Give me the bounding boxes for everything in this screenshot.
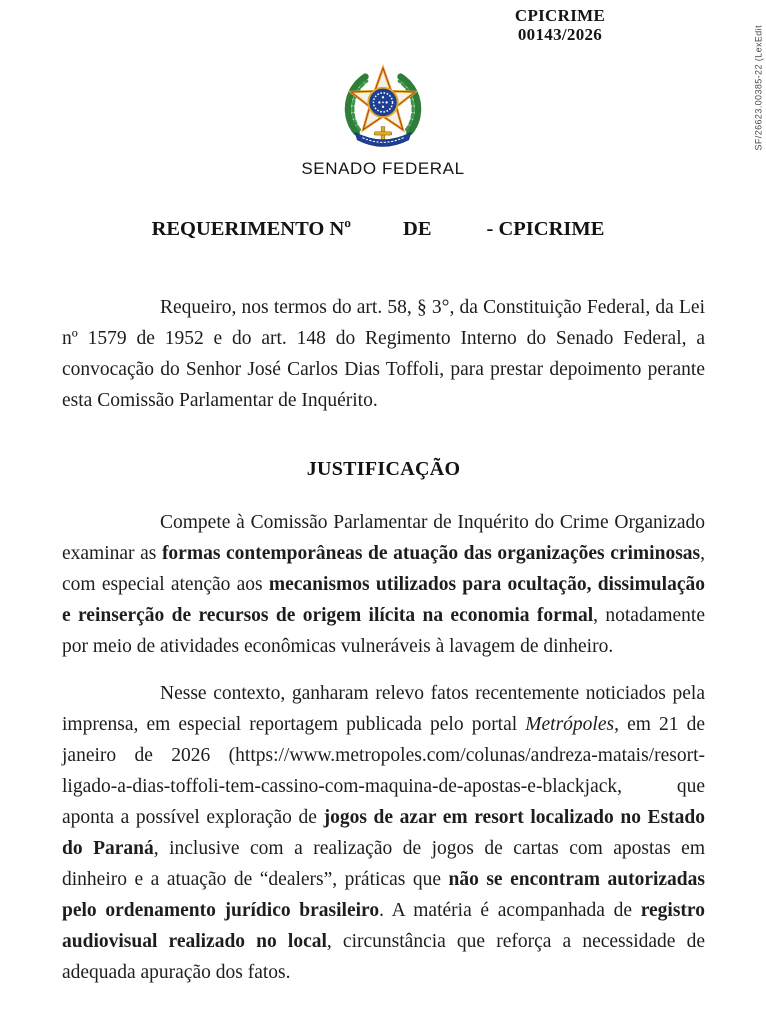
paragraph-competence: Compete à Comissão Parlamentar de Inquérito do Crime Organizado examinar as formas contemporâneas de atuação das organizações criminosas, com especial atenção aos mecanismos utilizados para ocultação, dissimulação e reinserção de recursos de origem ilícita na economia formal, notadamente por meio de atividades econômicas vulneráveis à lavagem de dinheiro. [62,512,706,657]
document-title-number: REQUERIMENTO Nº [151,218,352,240]
paragraph-context: Nesse contexto, ganharam relevo fatos recentemente noticiados pela imprensa, em especial reportagem publicada pelo portal Metrópoles, em 21 de janeiro de 2026 (https://www.metropoles.com/colunas/andreza-matais/resort-ligado-a-dias-toffoli-tem-cassino-com-maquina-de-apostas-e-blackjack, que aponta a possível exploração de jogos de azar em resort localizado no Estado do Paraná, inclusive com a realização de jogos de cartas com apostas em dinheiro e a atuação de “dealers”, práticas que não se encontram autorizadas pelo ordenamento jurídico brasileiro. A matéria é acompanhada de registro audiovisual realizado no local, circunstância que reforça a necessidade de adequada apuração dos fatos. [62,683,705,983]
protocol-stamp-committee: CPICRIME [514,6,606,25]
protocol-stamp-number: 00143/2026 [517,25,603,44]
paragraph-request: Requeiro, nos termos do art. 58, § 3°, da Constituição Federal, da Lei nº 1579 de 1952 e do art. 148 do Regimento Interno do Senado Federal, a convocação do Senhor José Carlos Dias Toffoli, para prestar depoimento perante esta Comissão Parlamentar de Inquérito. [62,297,705,411]
protocol-stamp [450,6,670,44]
document-title-suffix: - CPICRIME [486,218,605,240]
senado-federal-seal [263,62,503,179]
document-title-de: DE [403,218,432,240]
side-document-code: SF/26623.00385-22 (LexEdit [753,25,764,151]
brazil-coat-of-arms-icon [263,62,503,156]
document-body [62,292,705,988]
seal-caption: SENADO FEDERAL [301,159,465,178]
document-title [0,218,756,241]
justification-heading: JUSTIFICAÇÃO [306,458,461,480]
